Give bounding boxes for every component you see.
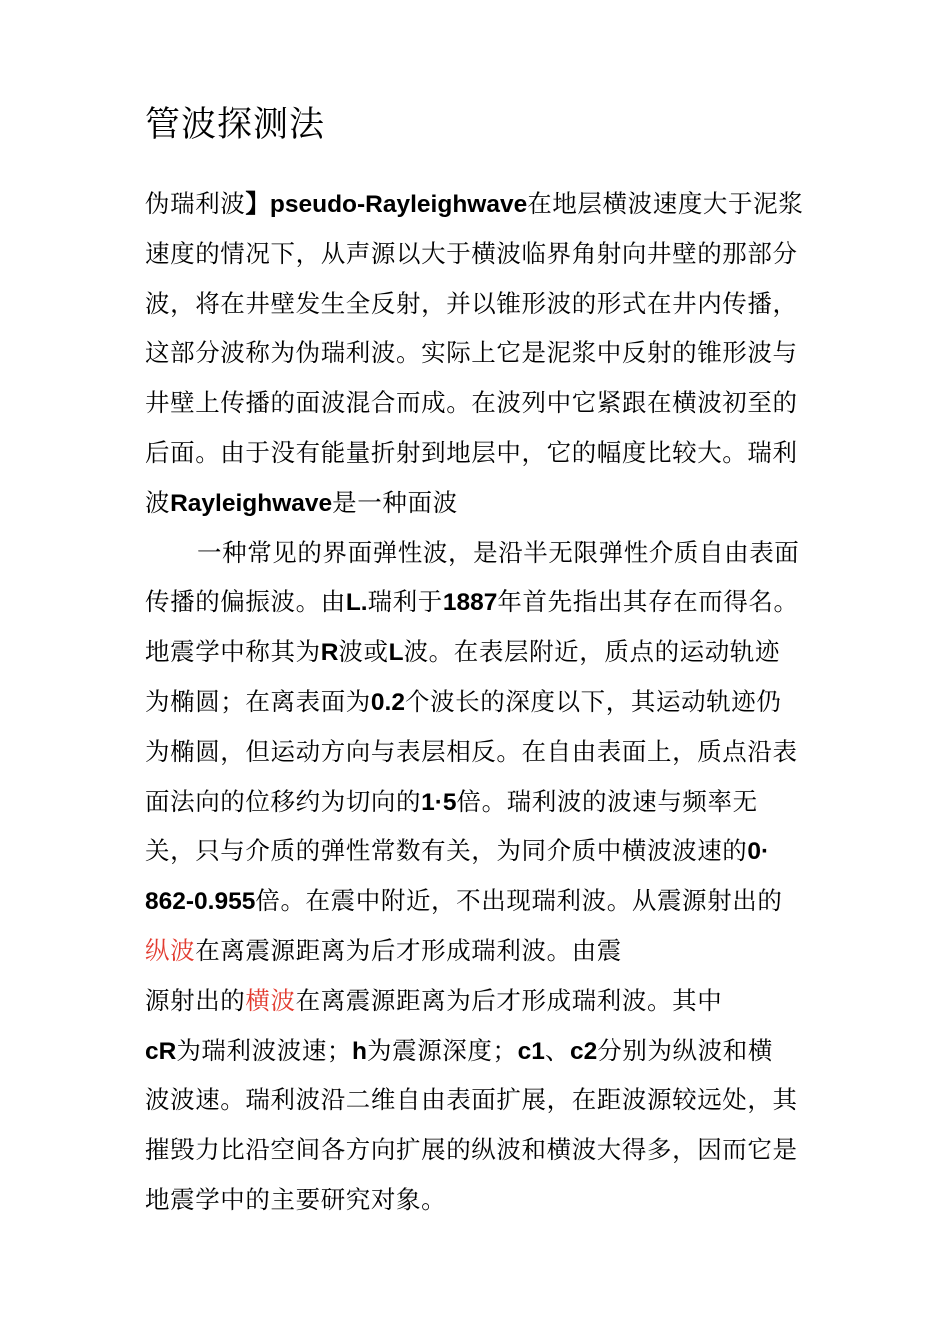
text-line bbox=[197, 536, 799, 570]
text-segment: 波波速。瑞利波沿二维自由表面扩展，在距波源较远处，其 bbox=[145, 1085, 798, 1115]
text-segment: 波。在表层附近，质点的运动轨迹 bbox=[403, 637, 781, 667]
text-segment: 瑞利于 bbox=[367, 587, 443, 617]
text-segment: 源射出的 bbox=[145, 985, 246, 1015]
text-segment: 地震学中称其为 bbox=[145, 637, 321, 667]
latin-term: 0.2 bbox=[370, 689, 405, 716]
text-segment: 在离震源距离为后才形成瑞利波。由震 bbox=[195, 936, 622, 965]
text-segment: 倍。在震中附近，不出现瑞利波。从震源射出的 bbox=[255, 886, 783, 916]
text-segment: 为椭圆；在离表面为 bbox=[145, 687, 371, 716]
text-segment: 在离震源距离为后才形成瑞利波。其中 bbox=[295, 985, 723, 1015]
text-segment: 面法向的位移约为切向的 bbox=[145, 786, 422, 816]
highlighted-term: 纵波 bbox=[145, 936, 196, 965]
text-segment: 在地层横波速度大于泥浆 bbox=[527, 189, 804, 218]
text-segment: 传播的偏振波。由 bbox=[145, 587, 346, 617]
latin-term: c2 bbox=[569, 1037, 598, 1065]
latin-term: 1887 bbox=[442, 589, 498, 617]
text-segment: 为瑞利波波速； bbox=[176, 1035, 353, 1065]
text-segment: 波 bbox=[145, 487, 171, 517]
text-segment: 关，只与介质的弹性常数有关，为同介质中横波波速的 bbox=[145, 836, 748, 866]
latin-term: R bbox=[320, 639, 339, 667]
text-segment: 后面。由于没有能量折射到地层中，它的幅度比较大。瑞利 bbox=[145, 438, 798, 467]
text-segment: 、 bbox=[544, 1035, 570, 1065]
highlighted-term: 横波 bbox=[245, 985, 296, 1015]
text-line bbox=[145, 187, 803, 222]
text-segment: 这部分波称为伪瑞利波。实际上它是泥浆中反射的锥形波与 bbox=[145, 338, 798, 368]
text-line bbox=[145, 336, 798, 370]
text-segment: 一种常见的界面弹性波，是沿半无限弹性介质自由表面 bbox=[197, 537, 800, 567]
text-line bbox=[145, 834, 769, 869]
latin-term: 0· bbox=[747, 838, 770, 866]
text-segment: 摧毁力比沿空间各方向扩展的纵波和横波大得多，因而它是 bbox=[145, 1135, 798, 1165]
text-line bbox=[145, 237, 798, 271]
latin-term: L bbox=[388, 639, 404, 667]
text-line bbox=[145, 735, 798, 769]
text-line bbox=[145, 585, 799, 620]
text-segment: 地震学中的主要研究对象。 bbox=[145, 1185, 447, 1214]
text-line bbox=[145, 1183, 446, 1217]
document-title: 管波探测法 bbox=[145, 105, 326, 145]
text-segment: 伪瑞利波 bbox=[145, 189, 246, 218]
text-line bbox=[145, 1133, 798, 1167]
text-line bbox=[145, 1034, 773, 1069]
latin-term: h bbox=[352, 1037, 367, 1065]
latin-term: 862-0.955 bbox=[145, 888, 256, 916]
text-segment: 井壁上传播的面波混合而成。在波列中它紧跟在横波初至的 bbox=[145, 388, 798, 418]
text-segment: 是一种面波 bbox=[332, 487, 458, 517]
text-segment: 为震源深度； bbox=[367, 1035, 518, 1065]
text-line bbox=[145, 386, 798, 420]
text-line bbox=[145, 287, 798, 321]
text-segment: 分别为纵波和横 bbox=[597, 1035, 773, 1065]
text-segment: 波或 bbox=[338, 637, 389, 667]
text-line bbox=[145, 486, 458, 521]
text-line bbox=[145, 884, 782, 919]
text-segment: 倍。瑞利波的波速与频率无 bbox=[456, 786, 758, 816]
text-segment: 个波长的深度以下，其运动轨迹仍 bbox=[404, 687, 782, 716]
text-line bbox=[145, 635, 780, 670]
text-line bbox=[145, 984, 722, 1018]
latin-term: 】pseudo-Rayleighwave bbox=[245, 191, 528, 218]
text-line bbox=[145, 1083, 798, 1117]
latin-term: 1·5 bbox=[421, 788, 457, 816]
latin-term: L. bbox=[345, 589, 368, 617]
text-line bbox=[145, 685, 781, 720]
text-line bbox=[145, 785, 758, 820]
latin-term: c1 bbox=[517, 1037, 545, 1065]
latin-term: cR bbox=[145, 1037, 177, 1065]
text-segment: 年首先指出其存在而得名。 bbox=[497, 587, 799, 617]
text-line bbox=[145, 436, 798, 470]
text-segment: 为椭圆，但运动方向与表层相反。在自由表面上，质点沿表 bbox=[145, 736, 798, 766]
text-segment: 速度的情况下，从声源以大于横波临界角射向井壁的那部分 bbox=[145, 238, 798, 268]
text-segment: 波，将在井壁发生全反射，并以锥形波的形式在井内传播， bbox=[145, 288, 798, 318]
text-line bbox=[145, 934, 622, 968]
latin-term: Rayleighwave bbox=[170, 489, 333, 517]
